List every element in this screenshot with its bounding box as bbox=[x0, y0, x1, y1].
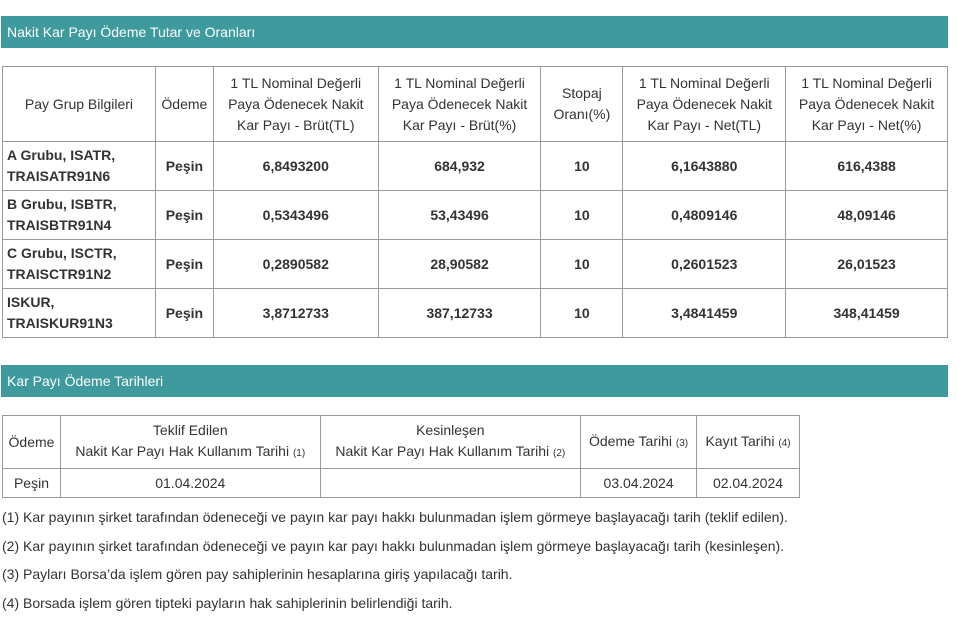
header-pay-date-label: Ödeme Tarihi bbox=[589, 432, 673, 449]
payment-cell: Peşin bbox=[155, 142, 213, 191]
table-row bbox=[3, 142, 948, 191]
final-date-cell bbox=[320, 469, 581, 498]
net-pct-cell: 616,4388 bbox=[786, 142, 948, 191]
table-header-row bbox=[3, 416, 800, 469]
header-offered-date bbox=[60, 416, 320, 469]
group-cell: B Grubu, ISBTR, TRAISBTR91N4 bbox=[3, 191, 156, 240]
net-pct-cell: 48,09146 bbox=[786, 191, 948, 240]
net-tl-cell: 0,2601523 bbox=[623, 240, 786, 289]
header-net-pct: 1 TL Nominal Değerli Paya Ödenecek Nakit Kar Payı - Net(%) bbox=[786, 67, 948, 142]
withholding-cell: 10 bbox=[541, 289, 623, 338]
net-pct-cell: 26,01523 bbox=[786, 240, 948, 289]
header-group-info: Pay Grup Bilgileri bbox=[3, 67, 156, 142]
header-pay-date bbox=[581, 416, 697, 469]
table-row bbox=[3, 240, 948, 289]
withholding-cell: 10 bbox=[541, 191, 623, 240]
group-cell: A Grubu, ISATR, TRAISATR91N6 bbox=[3, 142, 156, 191]
record-date-cell: 02.04.2024 bbox=[697, 469, 800, 498]
gross-tl-cell: 0,5343496 bbox=[213, 191, 378, 240]
footnote-ref-4: (4) bbox=[778, 437, 791, 449]
header-final-line1: Kesinleşen bbox=[416, 422, 485, 438]
section-title-dates: Kar Payı Ödeme Tarihleri bbox=[1, 365, 948, 397]
header-record-date-label: Kayıt Tarihi bbox=[705, 432, 775, 449]
header-payment: Ödeme bbox=[155, 67, 213, 142]
payment-cell: Peşin bbox=[155, 289, 213, 338]
header-final-line2: Nakit Kar Payı Hak Kullanım Tarihi bbox=[335, 443, 550, 459]
net-tl-cell: 0,4809146 bbox=[623, 191, 786, 240]
gross-tl-cell: 6,8493200 bbox=[213, 142, 378, 191]
group-cell: C Grubu, ISCTR, TRAISCTR91N2 bbox=[3, 240, 156, 289]
footnotes bbox=[2, 507, 788, 621]
gross-pct-cell: 684,932 bbox=[378, 142, 541, 191]
withholding-cell: 10 bbox=[541, 142, 623, 191]
payment-cell: Peşin bbox=[155, 240, 213, 289]
header-gross-tl: 1 TL Nominal Değerli Paya Ödenecek Nakit Kar Payı - Brüt(TL) bbox=[213, 67, 378, 142]
footnote-3: (3) Payları Borsa’da işlem gören pay sahiplerinin hesaplarına giriş yapılacağı tarih. bbox=[2, 566, 513, 582]
net-pct-cell: 348,41459 bbox=[786, 289, 948, 338]
payment-dates-table bbox=[2, 415, 800, 498]
group-cell: ISKUR, TRAISKUR91N3 bbox=[3, 289, 156, 338]
table-row bbox=[3, 289, 948, 338]
header-payment: Ödeme bbox=[3, 416, 61, 469]
net-tl-cell: 6,1643880 bbox=[623, 142, 786, 191]
header-offered-line1: Teklif Edilen bbox=[152, 422, 228, 438]
table-row bbox=[3, 469, 800, 498]
gross-pct-cell: 387,12733 bbox=[378, 289, 541, 338]
withholding-cell: 10 bbox=[541, 240, 623, 289]
section-title-amounts: Nakit Kar Payı Ödeme Tutar ve Oranları bbox=[1, 16, 948, 48]
header-net-tl: 1 TL Nominal Değerli Paya Ödenecek Nakit Kar Payı - Net(TL) bbox=[623, 67, 786, 142]
payment-cell: Peşin bbox=[3, 469, 61, 498]
footnote-ref-1: (1) bbox=[292, 448, 306, 459]
table-header-row bbox=[3, 67, 948, 142]
header-final-date bbox=[320, 416, 581, 469]
header-withholding: Stopaj Oranı(%) bbox=[541, 67, 623, 142]
header-offered-line2: Nakit Kar Payı Hak Kullanım Tarihi bbox=[75, 443, 290, 459]
footnote-1: (1) Kar payının şirket tarafından ödeneceği ve payın kar payı hakkı bulunmadan işlem görmeye başlayacağı tarih (teklif edilen). bbox=[2, 509, 788, 525]
offered-date-cell: 01.04.2024 bbox=[60, 469, 320, 498]
header-record-date bbox=[697, 416, 800, 469]
footnote-4: (4) Borsada işlem gören tipteki payların hak sahiplerinin belirlendiği tarih. bbox=[2, 594, 453, 611]
gross-tl-cell: 3,8712733 bbox=[213, 289, 378, 338]
header-gross-pct: 1 TL Nominal Değerli Paya Ödenecek Nakit Kar Payı - Brüt(%) bbox=[378, 67, 541, 142]
footnote-2: (2) Kar payının şirket tarafından ödeneceği ve payın kar payı hakkı bulunmadan işlem görmeye başlayacağı tarih (kesinleşen). bbox=[2, 537, 785, 554]
footnote-ref-3: (3) bbox=[675, 437, 689, 449]
table-row bbox=[3, 191, 948, 240]
gross-pct-cell: 53,43496 bbox=[378, 191, 541, 240]
footnote-ref-2: (2) bbox=[553, 448, 566, 459]
gross-tl-cell: 0,2890582 bbox=[213, 240, 378, 289]
payment-cell: Peşin bbox=[155, 191, 213, 240]
gross-pct-cell: 28,90582 bbox=[378, 240, 541, 289]
pay-date-cell: 03.04.2024 bbox=[581, 469, 697, 498]
net-tl-cell: 3,4841459 bbox=[623, 289, 786, 338]
dividend-amounts-table bbox=[2, 66, 948, 338]
